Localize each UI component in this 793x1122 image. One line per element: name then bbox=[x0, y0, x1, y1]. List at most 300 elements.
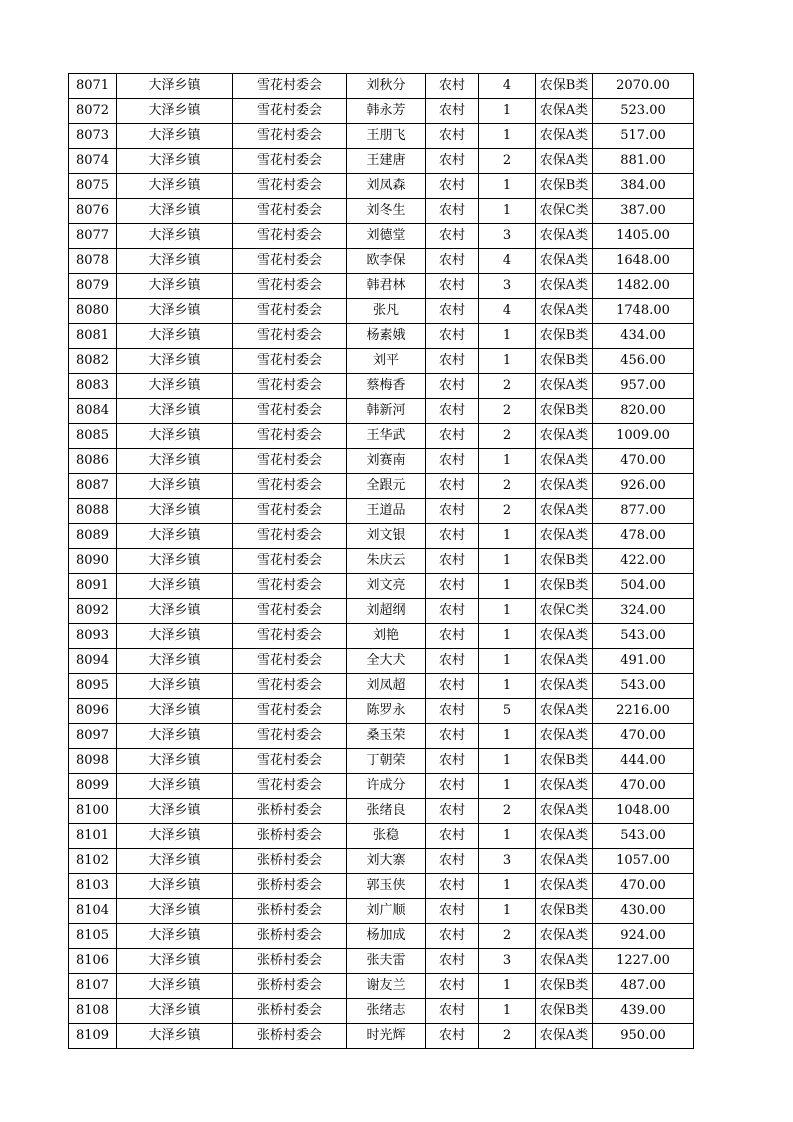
amount-cell: 430.00 bbox=[593, 899, 694, 924]
name-cell: 张夫雷 bbox=[347, 949, 426, 974]
township-cell: 大泽乡镇 bbox=[117, 749, 233, 774]
residence-type-cell: 农村 bbox=[426, 724, 479, 749]
table-row bbox=[69, 424, 694, 449]
insurance-category-cell: 农保B类 bbox=[536, 174, 593, 199]
amount-cell: 470.00 bbox=[593, 874, 694, 899]
row-id-cell: 8071 bbox=[69, 74, 117, 99]
village-committee-cell: 张桥村委会 bbox=[233, 824, 347, 849]
row-id-cell: 8095 bbox=[69, 674, 117, 699]
row-id-cell: 8106 bbox=[69, 949, 117, 974]
name-cell: 许成分 bbox=[347, 774, 426, 799]
township-cell: 大泽乡镇 bbox=[117, 1024, 233, 1049]
amount-cell: 504.00 bbox=[593, 574, 694, 599]
village-committee-cell: 雪花村委会 bbox=[233, 749, 347, 774]
name-cell: 韩永芳 bbox=[347, 99, 426, 124]
township-cell: 大泽乡镇 bbox=[117, 724, 233, 749]
household-count-cell: 2 bbox=[479, 474, 536, 499]
township-cell: 大泽乡镇 bbox=[117, 649, 233, 674]
residence-type-cell: 农村 bbox=[426, 699, 479, 724]
insurance-category-cell: 农保B类 bbox=[536, 899, 593, 924]
household-count-cell: 2 bbox=[479, 399, 536, 424]
name-cell: 刘凤森 bbox=[347, 174, 426, 199]
amount-cell: 2070.00 bbox=[593, 74, 694, 99]
village-committee-cell: 雪花村委会 bbox=[233, 324, 347, 349]
row-id-cell: 8102 bbox=[69, 849, 117, 874]
amount-cell: 820.00 bbox=[593, 399, 694, 424]
residence-type-cell: 农村 bbox=[426, 524, 479, 549]
table-row bbox=[69, 174, 694, 199]
village-committee-cell: 雪花村委会 bbox=[233, 249, 347, 274]
table-row bbox=[69, 949, 694, 974]
insurance-category-cell: 农保A类 bbox=[536, 449, 593, 474]
household-count-cell: 1 bbox=[479, 624, 536, 649]
row-id-cell: 8097 bbox=[69, 724, 117, 749]
township-cell: 大泽乡镇 bbox=[117, 949, 233, 974]
row-id-cell: 8082 bbox=[69, 349, 117, 374]
residence-type-cell: 农村 bbox=[426, 74, 479, 99]
insurance-category-cell: 农保A类 bbox=[536, 99, 593, 124]
amount-cell: 456.00 bbox=[593, 349, 694, 374]
residence-type-cell: 农村 bbox=[426, 899, 479, 924]
insurance-category-cell: 农保A类 bbox=[536, 649, 593, 674]
township-cell: 大泽乡镇 bbox=[117, 674, 233, 699]
household-count-cell: 4 bbox=[479, 299, 536, 324]
household-count-cell: 1 bbox=[479, 524, 536, 549]
amount-cell: 387.00 bbox=[593, 199, 694, 224]
residence-type-cell: 农村 bbox=[426, 799, 479, 824]
amount-cell: 950.00 bbox=[593, 1024, 694, 1049]
row-id-cell: 8093 bbox=[69, 624, 117, 649]
insurance-category-cell: 农保B类 bbox=[536, 399, 593, 424]
data-table bbox=[68, 73, 694, 1049]
village-committee-cell: 雪花村委会 bbox=[233, 724, 347, 749]
name-cell: 刘平 bbox=[347, 349, 426, 374]
household-count-cell: 4 bbox=[479, 74, 536, 99]
insurance-category-cell: 农保A类 bbox=[536, 699, 593, 724]
name-cell: 刘广顺 bbox=[347, 899, 426, 924]
insurance-category-cell: 农保A类 bbox=[536, 374, 593, 399]
table-row bbox=[69, 924, 694, 949]
village-committee-cell: 雪花村委会 bbox=[233, 349, 347, 374]
amount-cell: 1048.00 bbox=[593, 799, 694, 824]
insurance-category-cell: 农保A类 bbox=[536, 524, 593, 549]
amount-cell: 1482.00 bbox=[593, 274, 694, 299]
table-row bbox=[69, 1024, 694, 1049]
table-row bbox=[69, 274, 694, 299]
name-cell: 全跟元 bbox=[347, 474, 426, 499]
row-id-cell: 8109 bbox=[69, 1024, 117, 1049]
row-id-cell: 8096 bbox=[69, 699, 117, 724]
name-cell: 刘文亮 bbox=[347, 574, 426, 599]
amount-cell: 1227.00 bbox=[593, 949, 694, 974]
household-count-cell: 1 bbox=[479, 674, 536, 699]
village-committee-cell: 雪花村委会 bbox=[233, 299, 347, 324]
residence-type-cell: 农村 bbox=[426, 324, 479, 349]
village-committee-cell: 张桥村委会 bbox=[233, 999, 347, 1024]
name-cell: 时光辉 bbox=[347, 1024, 426, 1049]
amount-cell: 543.00 bbox=[593, 674, 694, 699]
residence-type-cell: 农村 bbox=[426, 849, 479, 874]
table-row bbox=[69, 74, 694, 99]
row-id-cell: 8074 bbox=[69, 149, 117, 174]
insurance-category-cell: 农保A类 bbox=[536, 874, 593, 899]
township-cell: 大泽乡镇 bbox=[117, 124, 233, 149]
residence-type-cell: 农村 bbox=[426, 499, 479, 524]
amount-cell: 1648.00 bbox=[593, 249, 694, 274]
household-count-cell: 2 bbox=[479, 499, 536, 524]
amount-cell: 924.00 bbox=[593, 924, 694, 949]
township-cell: 大泽乡镇 bbox=[117, 74, 233, 99]
insurance-category-cell: 农保A类 bbox=[536, 949, 593, 974]
row-id-cell: 8072 bbox=[69, 99, 117, 124]
insurance-category-cell: 农保B类 bbox=[536, 999, 593, 1024]
residence-type-cell: 农村 bbox=[426, 449, 479, 474]
residence-type-cell: 农村 bbox=[426, 199, 479, 224]
residence-type-cell: 农村 bbox=[426, 774, 479, 799]
village-committee-cell: 雪花村委会 bbox=[233, 624, 347, 649]
row-id-cell: 8103 bbox=[69, 874, 117, 899]
township-cell: 大泽乡镇 bbox=[117, 274, 233, 299]
amount-cell: 1405.00 bbox=[593, 224, 694, 249]
residence-type-cell: 农村 bbox=[426, 974, 479, 999]
insurance-category-cell: 农保A类 bbox=[536, 674, 593, 699]
household-count-cell: 1 bbox=[479, 449, 536, 474]
household-count-cell: 3 bbox=[479, 949, 536, 974]
name-cell: 刘凤超 bbox=[347, 674, 426, 699]
village-committee-cell: 张桥村委会 bbox=[233, 1024, 347, 1049]
household-count-cell: 1 bbox=[479, 874, 536, 899]
household-count-cell: 3 bbox=[479, 274, 536, 299]
amount-cell: 523.00 bbox=[593, 99, 694, 124]
household-count-cell: 1 bbox=[479, 174, 536, 199]
township-cell: 大泽乡镇 bbox=[117, 249, 233, 274]
name-cell: 刘文银 bbox=[347, 524, 426, 549]
township-cell: 大泽乡镇 bbox=[117, 149, 233, 174]
name-cell: 张绪良 bbox=[347, 799, 426, 824]
household-count-cell: 1 bbox=[479, 999, 536, 1024]
insurance-category-cell: 农保A类 bbox=[536, 474, 593, 499]
amount-cell: 324.00 bbox=[593, 599, 694, 624]
township-cell: 大泽乡镇 bbox=[117, 599, 233, 624]
township-cell: 大泽乡镇 bbox=[117, 374, 233, 399]
row-id-cell: 8098 bbox=[69, 749, 117, 774]
insurance-category-cell: 农保B类 bbox=[536, 549, 593, 574]
row-id-cell: 8091 bbox=[69, 574, 117, 599]
table-row bbox=[69, 224, 694, 249]
table-row bbox=[69, 124, 694, 149]
township-cell: 大泽乡镇 bbox=[117, 174, 233, 199]
household-count-cell: 1 bbox=[479, 124, 536, 149]
table-row bbox=[69, 999, 694, 1024]
township-cell: 大泽乡镇 bbox=[117, 199, 233, 224]
village-committee-cell: 雪花村委会 bbox=[233, 149, 347, 174]
village-committee-cell: 雪花村委会 bbox=[233, 574, 347, 599]
household-count-cell: 4 bbox=[479, 249, 536, 274]
amount-cell: 434.00 bbox=[593, 324, 694, 349]
household-count-cell: 1 bbox=[479, 974, 536, 999]
insurance-category-cell: 农保A类 bbox=[536, 624, 593, 649]
household-count-cell: 1 bbox=[479, 324, 536, 349]
village-committee-cell: 雪花村委会 bbox=[233, 774, 347, 799]
village-committee-cell: 雪花村委会 bbox=[233, 399, 347, 424]
insurance-category-cell: 农保A类 bbox=[536, 424, 593, 449]
name-cell: 欧李保 bbox=[347, 249, 426, 274]
township-cell: 大泽乡镇 bbox=[117, 774, 233, 799]
village-committee-cell: 雪花村委会 bbox=[233, 74, 347, 99]
name-cell: 丁朝荣 bbox=[347, 749, 426, 774]
residence-type-cell: 农村 bbox=[426, 824, 479, 849]
residence-type-cell: 农村 bbox=[426, 274, 479, 299]
name-cell: 桑玉荣 bbox=[347, 724, 426, 749]
row-id-cell: 8087 bbox=[69, 474, 117, 499]
household-count-cell: 1 bbox=[479, 349, 536, 374]
household-count-cell: 1 bbox=[479, 649, 536, 674]
name-cell: 刘艳 bbox=[347, 624, 426, 649]
row-id-cell: 8090 bbox=[69, 549, 117, 574]
row-id-cell: 8107 bbox=[69, 974, 117, 999]
insurance-category-cell: 农保A类 bbox=[536, 149, 593, 174]
amount-cell: 517.00 bbox=[593, 124, 694, 149]
township-cell: 大泽乡镇 bbox=[117, 924, 233, 949]
name-cell: 谢友兰 bbox=[347, 974, 426, 999]
township-cell: 大泽乡镇 bbox=[117, 324, 233, 349]
residence-type-cell: 农村 bbox=[426, 149, 479, 174]
household-count-cell: 2 bbox=[479, 1024, 536, 1049]
table-row bbox=[69, 624, 694, 649]
amount-cell: 478.00 bbox=[593, 524, 694, 549]
township-cell: 大泽乡镇 bbox=[117, 824, 233, 849]
table-row bbox=[69, 249, 694, 274]
village-committee-cell: 雪花村委会 bbox=[233, 449, 347, 474]
insurance-category-cell: 农保C类 bbox=[536, 599, 593, 624]
row-id-cell: 8078 bbox=[69, 249, 117, 274]
amount-cell: 470.00 bbox=[593, 724, 694, 749]
table-row bbox=[69, 149, 694, 174]
row-id-cell: 8105 bbox=[69, 924, 117, 949]
residence-type-cell: 农村 bbox=[426, 749, 479, 774]
table-row bbox=[69, 674, 694, 699]
household-count-cell: 1 bbox=[479, 599, 536, 624]
village-committee-cell: 张桥村委会 bbox=[233, 899, 347, 924]
amount-cell: 1748.00 bbox=[593, 299, 694, 324]
table-row bbox=[69, 574, 694, 599]
insurance-category-cell: 农保B类 bbox=[536, 749, 593, 774]
table-row bbox=[69, 99, 694, 124]
insurance-category-cell: 农保B类 bbox=[536, 324, 593, 349]
table-row bbox=[69, 524, 694, 549]
amount-cell: 384.00 bbox=[593, 174, 694, 199]
amount-cell: 881.00 bbox=[593, 149, 694, 174]
insurance-category-cell: 农保A类 bbox=[536, 224, 593, 249]
insurance-category-cell: 农保A类 bbox=[536, 274, 593, 299]
village-committee-cell: 雪花村委会 bbox=[233, 199, 347, 224]
amount-cell: 439.00 bbox=[593, 999, 694, 1024]
name-cell: 刘赛南 bbox=[347, 449, 426, 474]
household-count-cell: 1 bbox=[479, 749, 536, 774]
residence-type-cell: 农村 bbox=[426, 99, 479, 124]
row-id-cell: 8094 bbox=[69, 649, 117, 674]
household-count-cell: 5 bbox=[479, 699, 536, 724]
row-id-cell: 8077 bbox=[69, 224, 117, 249]
household-count-cell: 1 bbox=[479, 574, 536, 599]
row-id-cell: 8085 bbox=[69, 424, 117, 449]
village-committee-cell: 雪花村委会 bbox=[233, 599, 347, 624]
household-count-cell: 1 bbox=[479, 99, 536, 124]
village-committee-cell: 张桥村委会 bbox=[233, 874, 347, 899]
township-cell: 大泽乡镇 bbox=[117, 974, 233, 999]
township-cell: 大泽乡镇 bbox=[117, 399, 233, 424]
amount-cell: 470.00 bbox=[593, 774, 694, 799]
township-cell: 大泽乡镇 bbox=[117, 549, 233, 574]
village-committee-cell: 雪花村委会 bbox=[233, 674, 347, 699]
household-count-cell: 2 bbox=[479, 374, 536, 399]
row-id-cell: 8100 bbox=[69, 799, 117, 824]
insurance-category-cell: 农保A类 bbox=[536, 124, 593, 149]
residence-type-cell: 农村 bbox=[426, 624, 479, 649]
row-id-cell: 8108 bbox=[69, 999, 117, 1024]
insurance-category-cell: 农保B类 bbox=[536, 349, 593, 374]
amount-cell: 491.00 bbox=[593, 649, 694, 674]
name-cell: 张绪志 bbox=[347, 999, 426, 1024]
household-count-cell: 2 bbox=[479, 149, 536, 174]
village-committee-cell: 雪花村委会 bbox=[233, 649, 347, 674]
village-committee-cell: 张桥村委会 bbox=[233, 849, 347, 874]
village-committee-cell: 雪花村委会 bbox=[233, 99, 347, 124]
table-row bbox=[69, 474, 694, 499]
residence-type-cell: 农村 bbox=[426, 174, 479, 199]
insurance-category-cell: 农保A类 bbox=[536, 799, 593, 824]
name-cell: 蔡梅香 bbox=[347, 374, 426, 399]
name-cell: 韩新河 bbox=[347, 399, 426, 424]
name-cell: 刘秋分 bbox=[347, 74, 426, 99]
insurance-category-cell: 农保A类 bbox=[536, 499, 593, 524]
table-row bbox=[69, 974, 694, 999]
name-cell: 杨素娥 bbox=[347, 324, 426, 349]
name-cell: 王华武 bbox=[347, 424, 426, 449]
name-cell: 王建唐 bbox=[347, 149, 426, 174]
insurance-category-cell: 农保B类 bbox=[536, 574, 593, 599]
township-cell: 大泽乡镇 bbox=[117, 699, 233, 724]
residence-type-cell: 农村 bbox=[426, 999, 479, 1024]
table-row bbox=[69, 199, 694, 224]
row-id-cell: 8075 bbox=[69, 174, 117, 199]
village-committee-cell: 雪花村委会 bbox=[233, 174, 347, 199]
township-cell: 大泽乡镇 bbox=[117, 899, 233, 924]
table-row bbox=[69, 799, 694, 824]
township-cell: 大泽乡镇 bbox=[117, 799, 233, 824]
township-cell: 大泽乡镇 bbox=[117, 449, 233, 474]
name-cell: 王朋飞 bbox=[347, 124, 426, 149]
village-committee-cell: 张桥村委会 bbox=[233, 974, 347, 999]
insurance-category-cell: 农保A类 bbox=[536, 724, 593, 749]
row-id-cell: 8088 bbox=[69, 499, 117, 524]
insurance-category-cell: 农保A类 bbox=[536, 299, 593, 324]
township-cell: 大泽乡镇 bbox=[117, 349, 233, 374]
residence-type-cell: 农村 bbox=[426, 424, 479, 449]
amount-cell: 1009.00 bbox=[593, 424, 694, 449]
residence-type-cell: 农村 bbox=[426, 549, 479, 574]
amount-cell: 957.00 bbox=[593, 374, 694, 399]
residence-type-cell: 农村 bbox=[426, 1024, 479, 1049]
residence-type-cell: 农村 bbox=[426, 924, 479, 949]
table-row bbox=[69, 649, 694, 674]
residence-type-cell: 农村 bbox=[426, 649, 479, 674]
table-row bbox=[69, 899, 694, 924]
table-row bbox=[69, 399, 694, 424]
insurance-category-cell: 农保B类 bbox=[536, 74, 593, 99]
table-row bbox=[69, 549, 694, 574]
residence-type-cell: 农村 bbox=[426, 124, 479, 149]
household-count-cell: 1 bbox=[479, 199, 536, 224]
row-id-cell: 8092 bbox=[69, 599, 117, 624]
township-cell: 大泽乡镇 bbox=[117, 99, 233, 124]
township-cell: 大泽乡镇 bbox=[117, 474, 233, 499]
name-cell: 杨加成 bbox=[347, 924, 426, 949]
table-row bbox=[69, 599, 694, 624]
table-row bbox=[69, 324, 694, 349]
insurance-category-cell: 农保C类 bbox=[536, 199, 593, 224]
insurance-category-cell: 农保A类 bbox=[536, 824, 593, 849]
household-count-cell: 1 bbox=[479, 549, 536, 574]
household-count-cell: 2 bbox=[479, 924, 536, 949]
residence-type-cell: 农村 bbox=[426, 374, 479, 399]
residence-type-cell: 农村 bbox=[426, 574, 479, 599]
amount-cell: 1057.00 bbox=[593, 849, 694, 874]
household-count-cell: 2 bbox=[479, 424, 536, 449]
row-id-cell: 8080 bbox=[69, 299, 117, 324]
amount-cell: 422.00 bbox=[593, 549, 694, 574]
row-id-cell: 8083 bbox=[69, 374, 117, 399]
township-cell: 大泽乡镇 bbox=[117, 524, 233, 549]
household-count-cell: 1 bbox=[479, 724, 536, 749]
row-id-cell: 8089 bbox=[69, 524, 117, 549]
table-row bbox=[69, 849, 694, 874]
row-id-cell: 8101 bbox=[69, 824, 117, 849]
name-cell: 韩君林 bbox=[347, 274, 426, 299]
insurance-category-cell: 农保A类 bbox=[536, 924, 593, 949]
amount-cell: 926.00 bbox=[593, 474, 694, 499]
township-cell: 大泽乡镇 bbox=[117, 299, 233, 324]
household-count-cell: 1 bbox=[479, 774, 536, 799]
name-cell: 刘大寨 bbox=[347, 849, 426, 874]
village-committee-cell: 雪花村委会 bbox=[233, 374, 347, 399]
insurance-category-cell: 农保A类 bbox=[536, 1024, 593, 1049]
table-row bbox=[69, 699, 694, 724]
village-committee-cell: 雪花村委会 bbox=[233, 274, 347, 299]
table-row bbox=[69, 749, 694, 774]
row-id-cell: 8081 bbox=[69, 324, 117, 349]
name-cell: 郭玉侠 bbox=[347, 874, 426, 899]
village-committee-cell: 雪花村委会 bbox=[233, 474, 347, 499]
name-cell: 刘德堂 bbox=[347, 224, 426, 249]
township-cell: 大泽乡镇 bbox=[117, 999, 233, 1024]
residence-type-cell: 农村 bbox=[426, 474, 479, 499]
township-cell: 大泽乡镇 bbox=[117, 224, 233, 249]
residence-type-cell: 农村 bbox=[426, 349, 479, 374]
amount-cell: 543.00 bbox=[593, 824, 694, 849]
village-committee-cell: 雪花村委会 bbox=[233, 424, 347, 449]
village-committee-cell: 雪花村委会 bbox=[233, 124, 347, 149]
table-row bbox=[69, 349, 694, 374]
amount-cell: 543.00 bbox=[593, 624, 694, 649]
village-committee-cell: 雪花村委会 bbox=[233, 224, 347, 249]
name-cell: 刘冬生 bbox=[347, 199, 426, 224]
table-row bbox=[69, 874, 694, 899]
row-id-cell: 8086 bbox=[69, 449, 117, 474]
household-count-cell: 1 bbox=[479, 899, 536, 924]
township-cell: 大泽乡镇 bbox=[117, 849, 233, 874]
residence-type-cell: 农村 bbox=[426, 949, 479, 974]
